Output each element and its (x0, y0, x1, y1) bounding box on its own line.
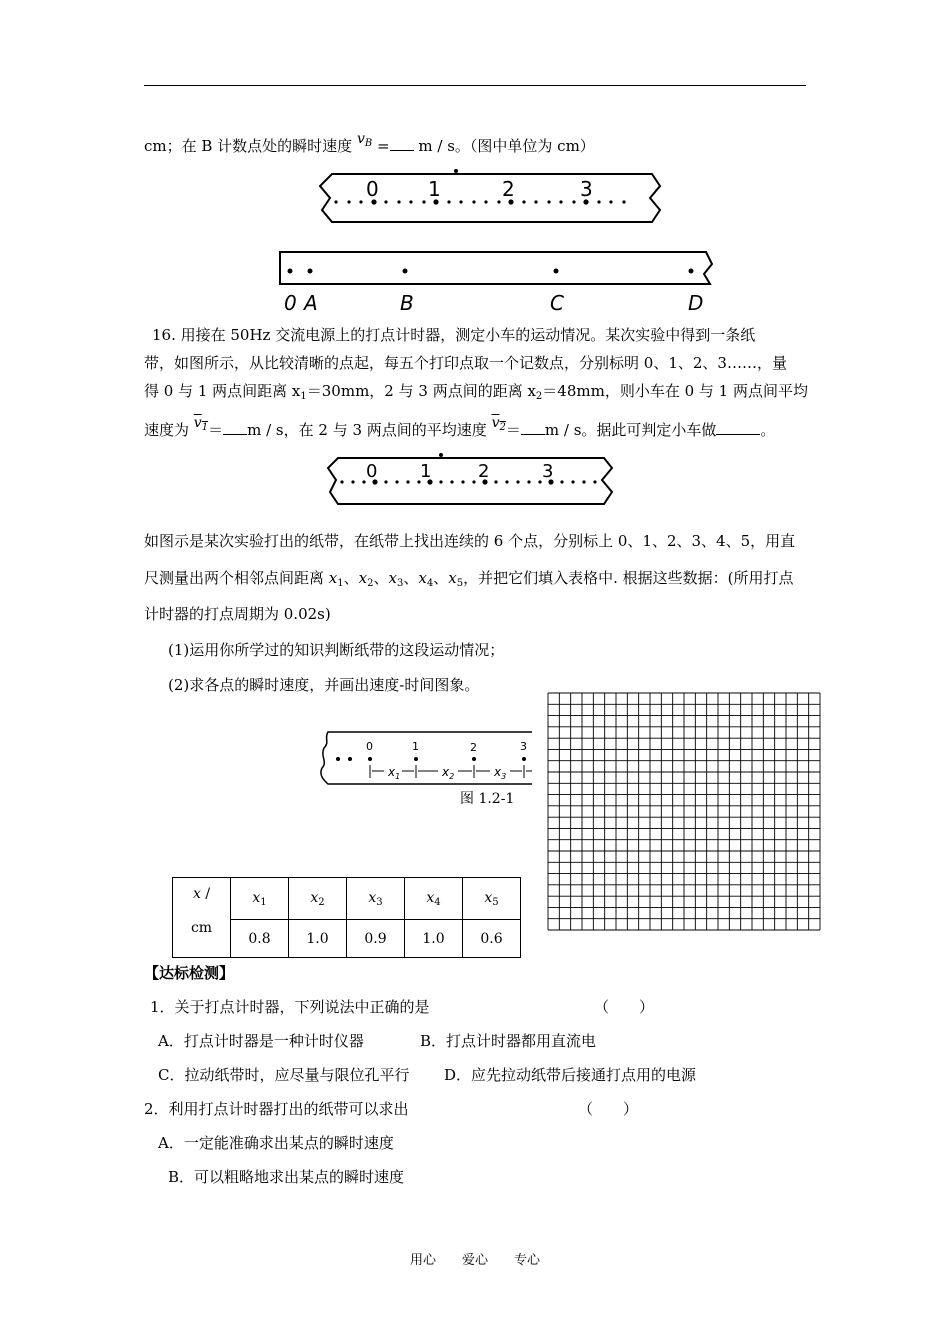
tape-dot (340, 480, 343, 483)
tape-dot (439, 480, 442, 483)
check-q1-option-c[interactable]: C．拉动纸带时，应尽量与限位孔平行 (158, 1066, 410, 1084)
tape-dot (359, 200, 362, 203)
answer-blank[interactable] (223, 420, 247, 435)
tape2-dot-c (554, 269, 559, 274)
tape-dot (559, 200, 562, 203)
tape-dot (494, 480, 497, 483)
check-q1-option-d[interactable]: D．应先拉动纸带后接通打点用的电源 (444, 1066, 697, 1084)
line-vb (144, 131, 595, 162)
tape-dot (547, 200, 550, 203)
tape2-label-b: B (400, 291, 414, 315)
tape-dot (395, 480, 398, 483)
table-header-x1: $x_1$ (231, 878, 289, 920)
q16-line2: 带，如图所示，从比较清晰的点起，每五个打印点取一个记数点，分别标明 0、1、2、3……，量 (144, 354, 787, 372)
fig-label-3: 3 (520, 740, 527, 753)
table-header-unit: x / cm (173, 878, 231, 958)
fig-label-1: 1 (412, 740, 419, 753)
q16-line1: 16. 用接在 50Hz 交流电源上的打点计时器，测定小车的运动情况。某次实验中得到一条纸 (152, 326, 756, 344)
tape3-label-1: 1 (420, 461, 432, 482)
tape-dot (582, 480, 585, 483)
tape-dot (505, 480, 508, 483)
fig-x2: $x_2$ (442, 765, 455, 781)
table-header-x3: $x_3$ (347, 878, 405, 920)
tape2-dot-d (689, 269, 694, 274)
tape2-label-0: 0 (284, 291, 297, 315)
tape-dot (447, 200, 450, 203)
p2-question-2: (2)求各点的瞬时速度，并画出速度-时间图象。 (168, 676, 480, 694)
figure-caption: 图 1.2-1 (460, 791, 515, 807)
q16-line4: 速度为 $v_1= m / s$，在 2 与 3 两点间的平均速度 $v_2= m / s$。据此可判定小车做 。 (144, 415, 776, 439)
table-cell: 1.0 (405, 920, 463, 958)
v2-bar-symbol: $v_2$ (491, 415, 506, 433)
tape-dot (534, 200, 537, 203)
table-cell: 0.8 (231, 920, 289, 958)
header-rule (144, 85, 806, 86)
tape-dot (497, 200, 500, 203)
fig-label-0: 0 (366, 740, 373, 753)
tape-dot (461, 480, 464, 483)
tape-dot (593, 480, 596, 483)
text: m / s。（图中单位为 cm） (418, 137, 595, 155)
answer-blank[interactable] (521, 420, 545, 435)
v1-bar-symbol: $v_1$ (193, 415, 209, 433)
v-symbol: $v_B$ (356, 131, 373, 149)
tape-dot (560, 480, 563, 483)
tape3-label-0: 0 (366, 461, 378, 482)
check-title: 【达标检测】 (144, 964, 235, 982)
answer-blank[interactable] (716, 420, 760, 435)
table-cell: 1.0 (289, 920, 347, 958)
tape2-dot-0 (288, 269, 293, 274)
tape-dot (472, 480, 475, 483)
tape-dot (597, 200, 600, 203)
tape3-label-3: 3 (542, 461, 554, 482)
tape-dot (397, 200, 400, 203)
tape-dot (484, 200, 487, 203)
check-q1-paren[interactable]: （ ） (594, 998, 655, 1016)
q16-line3: 得 0 与 1 两点间距离 $x_1=30mm$，2 与 3 两点间的距离 $x_2=48mm$，则小车在 0 与 1 两点间平均 (144, 382, 808, 402)
tape2-label-d: D (688, 291, 704, 315)
tape2-label-c: C (550, 291, 564, 315)
p2-line3: 计时器的打点周期为 0.02s) (144, 605, 331, 623)
graph-paper[interactable] (547, 692, 822, 932)
fig-x1: $x_1$ (388, 765, 401, 781)
check-q1-option-b[interactable]: B．打点计时器都用直流电 (420, 1032, 597, 1050)
tape-dot (384, 200, 387, 203)
tape-dot (406, 480, 409, 483)
tape2-dot-b (403, 269, 408, 274)
check-q2-option-a[interactable]: A．一定能准确求出某点的瞬时速度 (158, 1134, 394, 1152)
tape-dot (384, 480, 387, 483)
tape-dot (571, 480, 574, 483)
tape-dot (422, 200, 425, 203)
tape3-label-2: 2 (478, 461, 490, 482)
tape-dot (450, 480, 453, 483)
check-q1-option-a[interactable]: A．打点计时器是一种计时仪器 (158, 1032, 364, 1050)
fig-label-2: 2 (470, 741, 477, 754)
check-q2-paren[interactable]: （ ） (578, 1100, 639, 1118)
p2-line1: 如图示是某次实验打出的纸带，在纸带上找出连续的 6 个点，分别标上 0、1、2、3、4、5，用直 (144, 532, 796, 550)
tape-dot (527, 480, 530, 483)
table-cell: 0.6 (463, 920, 521, 958)
tape2-dot-a (308, 269, 313, 274)
p2-line2: 尺测量出两个相邻点间距离 $x_1$、$x_2$、$x_3$、$x_4$、$x_5$，并把它们填入表格中. 根据这些数据：(所用打点 (144, 569, 794, 589)
tape-dot (622, 200, 625, 203)
tape1-label-0: 0 (366, 177, 379, 201)
tape-dot (572, 200, 575, 203)
text: = (377, 137, 390, 155)
tape-dot (459, 200, 462, 203)
table-header-x4: $x_4$ (405, 878, 463, 920)
tape1-label-3: 3 (580, 177, 593, 201)
tape-dot (347, 200, 350, 203)
tape2-label-a: A (304, 291, 318, 315)
check-q2: 2．利用打点计时器打出的纸带可以求出 (144, 1100, 409, 1118)
table-header-x5: $x_5$ (463, 878, 521, 920)
p2-question-1: (1)运用你所学过的知识判断纸带的这段运动情况； (168, 641, 505, 659)
check-q1: 1．关于打点计时器，下列说法中正确的是 (150, 998, 430, 1016)
tape-dot (609, 200, 612, 203)
text: cm；在 B 计数点处的瞬时速度 (144, 137, 353, 155)
table-cell: 0.9 (347, 920, 405, 958)
tape-figure-2 (274, 244, 724, 316)
tape-figure-3 (326, 450, 618, 510)
page-footer: 用心 爱心 专心 (409, 1253, 540, 1268)
data-table (172, 877, 521, 958)
tape-dot (472, 200, 475, 203)
tape-dot (351, 480, 354, 483)
fig-x3: $x_3$ (494, 765, 507, 781)
tape-dot (409, 200, 412, 203)
answer-blank[interactable] (390, 136, 414, 151)
check-q2-option-b[interactable]: B．可以粗略地求出某点的瞬时速度 (168, 1168, 405, 1186)
tape-dot (334, 200, 337, 203)
table-header-x2: $x_2$ (289, 878, 347, 920)
tape1-label-2: 2 (502, 177, 515, 201)
tape-dot (522, 200, 525, 203)
tape1-label-1: 1 (428, 177, 441, 201)
tape-figure-1 (318, 166, 670, 228)
tape-dot (516, 480, 519, 483)
